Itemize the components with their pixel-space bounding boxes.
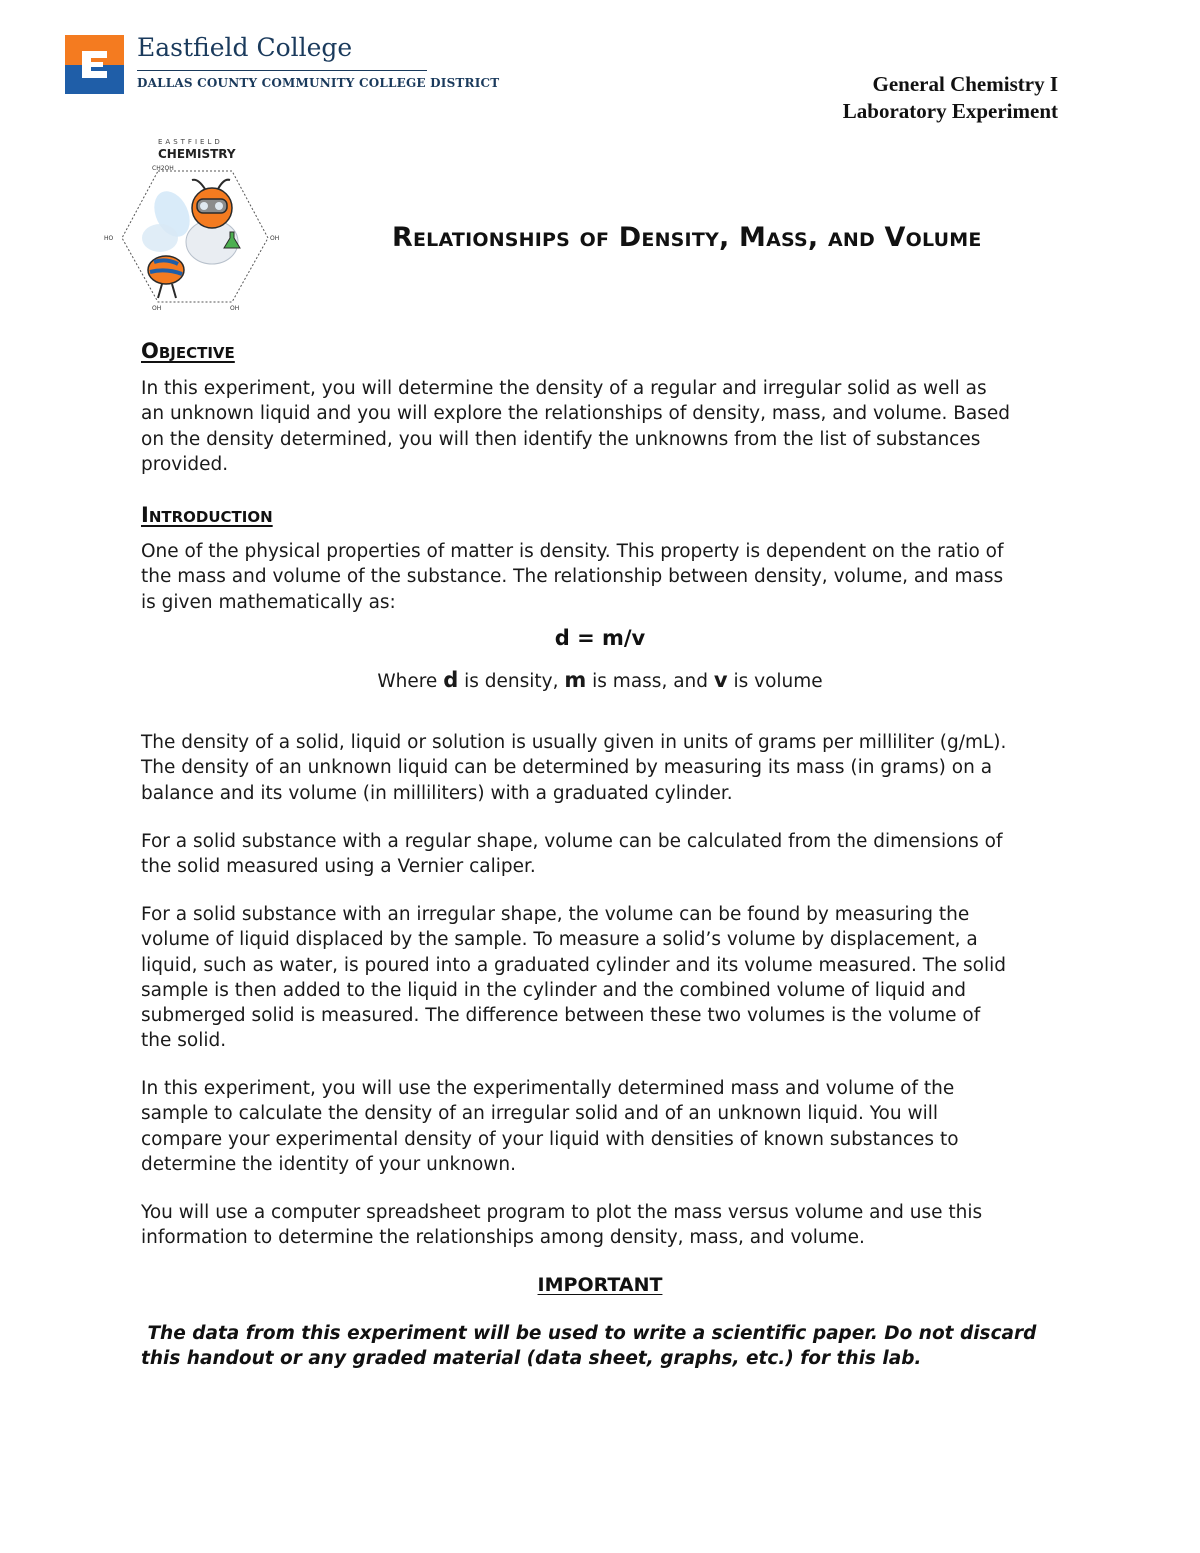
important-notice xyxy=(141,1321,1066,1372)
paragraph-line: compare your experimental density of your liquid with densities of known substances to xyxy=(141,1128,959,1150)
paragraph-line: volume of liquid displaced by the sample. To measure a solid’s volume by displacement, a xyxy=(141,929,978,951)
objective-paragraph xyxy=(141,376,1066,477)
mascot-group-ch2oh: CH2OH xyxy=(152,165,174,172)
regular-solid-paragraph xyxy=(141,829,1066,880)
mascot-top-text: EASTFIELD xyxy=(158,138,223,146)
paragraph-line: In this experiment, you will use the experimentally determined mass and volume of the xyxy=(141,1078,955,1099)
paragraph-line: information to determine the relationships among density, mass, and volume. xyxy=(141,1227,865,1249)
paragraph-line: The density of an unknown liquid can be determined by measuring its mass (in grams) on a xyxy=(141,757,993,779)
objective-line: on the density determined, you will then identify the unknowns from the list of substances xyxy=(141,428,981,450)
course-name: General Chemistry I xyxy=(872,72,1058,96)
paragraph-line: The density of a solid, liquid or solution is usually given in units of grams per milliliter (g/mL). xyxy=(141,732,1007,753)
course-type: Laboratory Experiment xyxy=(842,99,1058,123)
paragraph-line: the solid measured using a Vernier caliper. xyxy=(141,856,536,878)
paragraph-line: You will use a computer spreadsheet program to plot the mass versus volume and use this xyxy=(141,1202,983,1223)
mascot-label: CHEMISTRY xyxy=(158,147,236,161)
course-header xyxy=(843,71,1058,125)
introduction-line: is given mathematically as: xyxy=(141,591,396,613)
objective-line: an unknown liquid and you will explore the relationships of density, mass, and volume. Based xyxy=(141,403,1011,425)
legend-v: v xyxy=(713,668,728,692)
mascot-group-oh-right: OH xyxy=(270,235,280,242)
density-units-paragraph xyxy=(141,730,1066,806)
chemistry-mascot-logo xyxy=(100,134,290,314)
objective-heading: Objective xyxy=(141,339,235,363)
introduction-line: One of the physical properties of matter is density. This property is dependent on the ratio of xyxy=(141,541,1004,562)
important-line: The data from this experiment will be used to write a scientific paper. Do not discard xyxy=(141,1323,1037,1344)
spreadsheet-paragraph xyxy=(141,1200,1066,1251)
paragraph-line: determine the identity of your unknown. xyxy=(141,1153,517,1175)
legend-m-text: is mass, and xyxy=(586,671,714,692)
objective-line: In this experiment, you will determine the density of a regular and irregular solid as well as xyxy=(141,378,987,399)
objective-line: provided. xyxy=(141,453,229,475)
important-heading: IMPORTANT xyxy=(537,1274,663,1296)
college-logo-mark xyxy=(65,35,124,94)
density-formula: d = m/v xyxy=(554,626,646,650)
important-line: this handout or any graded material (data sheet, graphs, etc.) for this lab. xyxy=(141,1348,922,1370)
paragraph-line: For a solid substance with a regular shape, volume can be calculated from the dimensions of xyxy=(141,831,1003,852)
mascot-group-oh-bottom-left: OH xyxy=(152,305,162,312)
formula-legend xyxy=(0,668,1200,692)
college-district: DALLAS COUNTY COMMUNITY COLLEGE DISTRICT xyxy=(137,76,500,90)
paragraph-line: sample to calculate the density of an irregular solid and of an unknown liquid. You will xyxy=(141,1103,939,1125)
legend-d: d xyxy=(443,668,459,692)
paragraph-line: For a solid substance with an irregular shape, the volume can be found by measuring the xyxy=(141,904,970,925)
introduction-line: the mass and volume of the substance. The relationship between density, volume, and mass xyxy=(141,566,1004,588)
introduction-heading: Introduction xyxy=(141,503,273,527)
mascot-group-oh-bottom-right: OH xyxy=(230,305,240,312)
paragraph-line: sample is then added to the liquid in the cylinder and the combined volume of liquid and xyxy=(141,979,967,1001)
paragraph-line: liquid, such as water, is poured into a graduated cylinder and its volume measured. The solid xyxy=(141,954,1007,976)
college-name: Eastfield College xyxy=(137,33,353,62)
paragraph-line: submerged solid is measured. The difference between these two volumes is the volume of xyxy=(141,1005,981,1027)
paragraph-line: the solid. xyxy=(141,1030,227,1052)
paragraph-line: balance and its volume (in milliliters) with a graduated cylinder. xyxy=(141,782,733,804)
college-divider xyxy=(137,70,427,71)
mascot-group-ho: HO xyxy=(104,235,114,242)
legend-prefix: Where xyxy=(377,671,444,692)
introduction-paragraph xyxy=(141,539,1066,615)
document-title: Relationships of Density, Mass, and Volume xyxy=(392,222,982,253)
experiment-paragraph xyxy=(141,1076,1066,1177)
legend-d-text: is density, xyxy=(458,671,565,692)
irregular-solid-paragraph xyxy=(141,902,1066,1054)
legend-v-text: is volume xyxy=(727,671,823,692)
legend-m: m xyxy=(564,668,587,692)
